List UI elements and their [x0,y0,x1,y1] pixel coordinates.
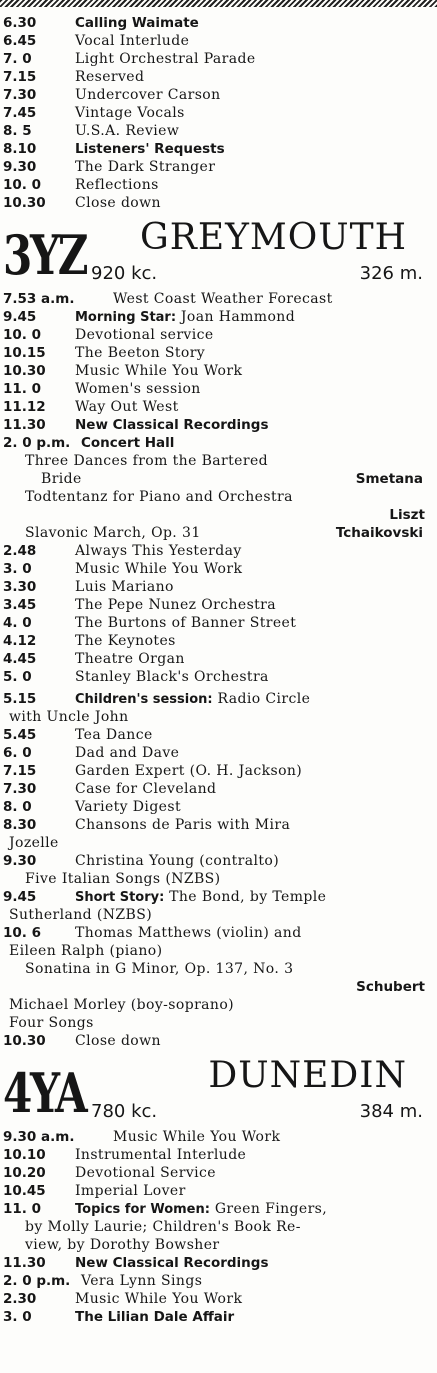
listing-row [3,1182,427,1200]
time: 8. 0 [3,799,32,815]
station-header-dunedin [3,1056,427,1124]
program: Vera Lynn Sings [81,1273,203,1289]
station-frequency: 780 kc. [91,1101,158,1122]
dunedin-listing [3,1128,427,1326]
listing-row [3,104,427,122]
time: 10.30 [3,1033,46,1049]
time: 6.45 [3,33,37,49]
time: 6.30 [3,15,37,31]
program-continuation: Sonatina in G Minor, Op. 137, No. 3 [25,961,294,977]
time: 10.30 [3,363,46,379]
station-wavelength: 326 m. [359,263,423,284]
program: Theatre Organ [75,651,185,667]
program: Variety Digest [75,799,181,815]
program [75,1200,427,1218]
composer: Liszt [389,507,425,523]
program-detail: Joan Hammond [180,309,296,325]
listing-row [3,122,427,140]
listing-row [3,1200,427,1218]
program: Luis Mariano [75,579,174,595]
program-heading: Morning Star: [75,310,177,325]
time: 11.30 [3,1255,46,1271]
program-continuation: Five Italian Songs (NZBS) [25,871,221,887]
station-wavelength: 384 m. [359,1101,423,1122]
listing-row [3,344,427,362]
listing-row [3,578,427,596]
program: Reserved [75,69,145,85]
program [75,888,427,906]
program-continuation: Sutherland (NZBS) [9,907,153,923]
station-frequency: 920 kc. [91,263,158,284]
piece-title: Bride [41,471,82,487]
listing-row [3,416,427,434]
program-heading: Short Story: [75,890,165,905]
listing-row [3,596,427,614]
program: Listeners' Requests [75,141,225,157]
time: 2.30 [3,1291,37,1307]
listing-row [3,176,427,194]
time: 10.10 [3,1147,46,1163]
time: 7.45 [3,105,37,121]
listing-row [3,798,427,816]
listing-row [3,86,427,104]
listing-row [3,434,427,452]
station-callsign: 4YA [3,1061,86,1125]
time: 9.30 [3,853,37,869]
time: 10.15 [3,345,46,361]
piece-title: Slavonic March, Op. 31 [25,525,201,541]
program-heading: Topics for Women: [75,1202,210,1217]
time: 3.30 [3,579,37,595]
listings-column [3,14,427,1326]
listing-row [3,888,427,906]
listing-row [3,816,427,834]
time: 10. 0 [3,177,42,193]
time: 3.45 [3,597,37,613]
listing-row [3,632,427,650]
listing-row [3,1032,427,1050]
time: 5.45 [3,727,37,743]
composer: Tchaikovski [335,525,423,541]
program: Music While You Work [75,1291,243,1307]
program: Music While You Work [75,363,243,379]
program [75,690,427,708]
listing-row [3,780,427,798]
program: The Beeton Story [75,345,206,361]
station-header-greymouth [3,218,427,286]
listing-row [3,398,427,416]
time: 2.48 [3,543,37,559]
time: 9.45 [3,309,37,325]
time: 3. 0 [3,1309,32,1325]
concert-piece-line: Three Dances from the Bartered [25,453,268,469]
listing-row [3,308,427,326]
listing-row [3,68,427,86]
time: 4.45 [3,651,37,667]
time: 7.15 [3,69,37,85]
listing-row [3,1146,427,1164]
program-continuation: Michael Morley (boy-soprano) [9,997,235,1013]
program: Music While You Work [113,1129,281,1145]
greymouth-listing [3,290,427,1050]
time: 6. 0 [3,745,32,761]
program-continuation: Eileen Ralph (piano) [9,943,163,959]
program: The Dark Stranger [75,159,216,175]
time: 8.10 [3,141,37,157]
program: Way Out West [75,399,179,415]
program-continuation: view, by Dorothy Bowsher [25,1237,220,1253]
time: 10.45 [3,1183,46,1199]
listing-row [3,668,427,686]
program: Music While You Work [75,561,243,577]
time: 7.53 a.m. [3,291,75,307]
time: 5.15 [3,691,37,707]
program: Vintage Vocals [75,105,185,121]
listing-row [3,852,427,870]
listing-row [3,1164,427,1182]
program: New Classical Recordings [75,1255,269,1271]
listing-row [3,924,427,942]
program: Christina Young (contralto) [75,853,280,869]
time: 11. 0 [3,1201,42,1217]
time: 8. 5 [3,123,32,139]
listing-row [3,542,427,560]
time: 7.15 [3,763,37,779]
program: Women's session [75,381,201,397]
program-continuation: Four Songs [9,1015,94,1031]
program: Devotional Service [75,1165,216,1181]
listing-row [3,1308,427,1326]
program: Always This Yesterday [75,543,242,559]
listing-row [3,1254,427,1272]
time: 11. 0 [3,381,42,397]
program: Imperial Lover [75,1183,186,1199]
time: 2. 0 p.m. [3,1273,71,1289]
previous-station-listing [3,14,427,212]
program: Instrumental Interlude [75,1147,247,1163]
program: Case for Cleveland [75,781,217,797]
time: 2. 0 p.m. [3,435,71,451]
time: 4. 0 [3,615,32,631]
program: Concert Hall [81,435,175,451]
concert-piece-line [3,470,427,488]
listing-row [3,362,427,380]
program: Calling Waimate [75,15,199,31]
time: 10. 6 [3,925,42,941]
listing-row [3,14,427,32]
program-heading: Children's session: [75,692,213,707]
listing-row [3,32,427,50]
listing-row [3,158,427,176]
concert-piece-line: Todtentanz for Piano and Orchestra [25,489,293,505]
time: 7.30 [3,781,37,797]
station-callsign: 3YZ [3,223,87,287]
program: The Burtons of Banner Street [75,615,297,631]
program [75,308,427,326]
program: Tea Dance [75,727,153,743]
listing-row [3,650,427,668]
time: 3. 0 [3,561,32,577]
program: The Lilian Dale Affair [75,1309,235,1325]
program-detail: The Bond, by Temple [169,889,327,905]
time: 7. 0 [3,51,32,67]
top-border-rule [0,0,437,7]
time: 9.30 [3,159,37,175]
time: 4.12 [3,633,37,649]
station-city: DUNEDIN [208,1055,407,1096]
listing-row [3,1128,427,1146]
program-continuation: Jozelle [9,835,59,851]
program: U.S.A. Review [75,123,180,139]
program: Dad and Dave [75,745,180,761]
program: Thomas Matthews (violin) and [75,925,302,941]
program: The Pepe Nunez Orchestra [75,597,277,613]
composer: Smetana [355,471,423,487]
program: Close down [75,195,161,211]
time: 7.30 [3,87,37,103]
listing-row [3,290,427,308]
program-detail: Radio Circle [217,691,311,707]
listing-row [3,690,427,708]
time: 10.30 [3,195,46,211]
concert-piece-line [3,524,427,542]
time: 9.30 a.m. [3,1129,75,1145]
program: Vocal Interlude [75,33,190,49]
program: Stanley Black's Orchestra [75,669,269,685]
listing-row [3,50,427,68]
listing-row [3,744,427,762]
time: 10. 0 [3,327,42,343]
program: Light Orchestral Parade [75,51,256,67]
listing-row [3,560,427,578]
listing-row [3,326,427,344]
program: Undercover Carson [75,87,221,103]
program-detail: Green Fingers, [214,1201,328,1217]
listing-row [3,140,427,158]
listing-row [3,726,427,744]
time: 9.45 [3,889,37,905]
program-continuation: by Molly Laurie; Children's Book Re- [25,1219,301,1235]
program: Devotional service [75,327,214,343]
program: Garden Expert (O. H. Jackson) [75,763,303,779]
listing-row [3,1290,427,1308]
listing-row [3,194,427,212]
program: New Classical Recordings [75,417,269,433]
time: 8.30 [3,817,37,833]
station-city: GREYMOUTH [139,217,407,258]
program: Chansons de Paris with Mira [75,817,291,833]
time: 5. 0 [3,669,32,685]
composer: Schubert [356,979,425,995]
program: West Coast Weather Forecast [113,291,333,307]
program: Reflections [75,177,159,193]
program-continuation: with Uncle John [9,709,129,725]
listing-row [3,614,427,632]
listing-row [3,762,427,780]
time: 11.12 [3,399,46,415]
program: Close down [75,1033,161,1049]
listing-row [3,380,427,398]
program: The Keynotes [75,633,176,649]
time: 11.30 [3,417,46,433]
time: 10.20 [3,1165,46,1181]
listing-row [3,1272,427,1290]
